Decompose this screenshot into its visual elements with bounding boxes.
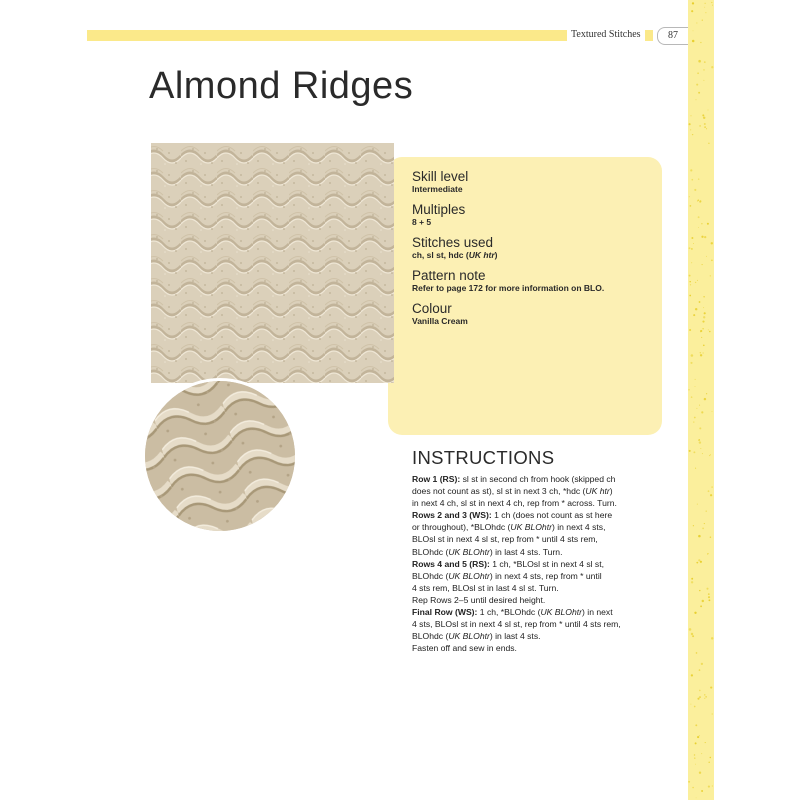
speckle-dot [701,790,703,792]
speckle-dot [699,201,701,203]
final-line-1 [412,606,674,618]
speckle-dot [698,535,701,538]
speckle-dot [689,275,691,277]
speckle-dot [704,7,705,8]
speckle-dot [697,736,699,738]
speckle-dot [700,605,702,607]
final-line-2: 4 sts, BLOsl st in next 4 sl st, rep from * until 4 sts rem, [412,619,621,630]
section-name: Textured Stitches [567,29,645,41]
row1-text-2a: does not count as st), sl st in next 3 ch, *hdc ( [412,486,586,497]
speckle-dot [711,242,713,244]
rows45-text-2b: ) in next 4 sts, rep from * until [489,570,602,581]
speckle-dot [689,295,691,297]
speckle-dot [701,411,703,413]
speckle-dot [704,123,706,125]
final-text-1a: 1 ch, *BLOhdc ( [477,607,541,618]
speckle-dot [710,454,711,455]
speckle-dot [697,698,699,700]
speckle-dot [695,468,696,469]
speckle-dot [712,411,713,412]
speckle-dot [705,12,706,13]
page-number: 87 [657,27,688,45]
speckle-dot [702,321,704,323]
speckle-dot [690,704,691,705]
speckle-dot [696,562,698,564]
speckle-dot [704,126,706,128]
speckle-dot [704,312,706,314]
speckle-dot [700,448,701,449]
speckle-dot [698,559,700,561]
speckle-dot [693,243,694,244]
speckle-dot [689,123,691,125]
instructions-body [412,473,674,654]
speckle-dot [695,308,697,310]
speckle-dot [695,724,697,726]
speckle-dot [695,764,696,765]
speckle-dot [691,581,693,583]
speckle-dot [703,344,705,346]
speckle-dot [695,282,696,283]
stitches-used-uk-term: UK htr [468,250,495,260]
final-uk-term-2: UK BLOhtr [448,631,490,642]
speckle-dot [704,698,705,699]
rows45-line-3: 4 sts rem, BLOsl st in last 4 sl st. Turn. [412,582,559,593]
pattern-note-label: Pattern note [412,268,486,283]
speckle-dot [709,455,710,456]
rows23-label: Rows 2 and 3 (WS): [412,510,492,521]
speckle-dot [705,696,706,697]
rows23-uk-term-1: UK BLOhtr [510,522,552,533]
speckle-dot [691,248,693,250]
speckle-dot [693,314,695,316]
speckle-dot [702,600,704,602]
speckle-dot [691,396,693,398]
speckle-dot [691,237,693,239]
speckle-dot [708,599,710,601]
speckle-dot [695,99,696,100]
speckle-dot [691,10,693,12]
closeup-texture [145,381,295,531]
speckle-dot [699,125,701,127]
speckle-dot [696,23,697,24]
colour-block [412,301,468,327]
speckle-dot [693,30,694,31]
final-text-3b: ) in last 4 sts. [489,631,541,642]
speckle-dot [693,421,694,422]
speckle-dot [696,797,697,798]
final-uk-term-1: UK BLOhtr [540,607,583,618]
rows45-text-2a: BLOhdc ( [412,570,449,581]
rows23-text-2a: or throughout), *BLOhdc ( [412,522,511,533]
row1-line-3: in next 4 ch, sl st in next 4 ch, rep from * across. Turn. [412,498,617,509]
speckle-dot [690,129,691,130]
rows45-text-1: 1 ch, *BLOsl st in next 4 sl st, [489,558,604,569]
speckle-dot [691,674,693,676]
speckle-dot [706,128,707,129]
page-edge-divider [686,0,688,800]
skill-level-label: Skill level [412,169,469,184]
stitches-used-text: ch, sl st, hdc ( [412,250,469,260]
skill-level-block [412,169,468,195]
speckle-dot [689,628,692,631]
speckle-dot [706,256,707,257]
speckle-dot [708,143,709,144]
stitches-used-block [412,235,498,261]
speckle-dot [694,612,696,614]
speckle-dot [708,553,709,554]
page-edge-strip [688,0,714,800]
speckle-dot [703,296,704,297]
speckle-dot [704,523,705,524]
speckle-dot [697,200,698,201]
speckle-dot [691,262,692,263]
speckle-dot [709,331,711,333]
rows45-label: Rows 4 and 5 (RS): [412,558,490,569]
speckle-dot [699,427,701,429]
final-text-1b: ) in next [582,607,613,618]
speckle-dot [693,451,695,453]
speckle-dot [699,405,700,406]
speckle-dot [712,785,713,786]
speckle-dot [710,757,711,758]
speckle-dot [698,216,700,218]
row1-line-2 [412,485,674,497]
speckle-dot [704,694,705,695]
colour-label: Colour [412,301,452,316]
speckle-dot [697,280,698,281]
speckle-dot [711,637,713,639]
speckle-dot [702,264,703,265]
stitch-closeup-photo [142,378,298,534]
rows23-text-1: 1 ch (does not count as st here [491,510,613,521]
speckle-dot [689,247,691,249]
fasten-off-line: Fasten off and sew in ends. [412,643,517,654]
speckle-dot [706,510,707,511]
speckle-dot [700,330,702,332]
speckle-dot [700,42,701,43]
speckle-dot [700,561,702,563]
speckle-dot [692,787,694,789]
speckle-dot [689,281,690,282]
speckle-dot [692,134,693,135]
speckle-dot [694,417,696,419]
speckle-dot [696,652,698,654]
speckle-dot [710,536,711,537]
speckle-dot [712,713,713,714]
speckle-dot [696,84,698,86]
speckle-dot [698,92,700,94]
multiples-value: 8 + 5 [412,217,432,227]
row1-label: Row 1 (RS): [412,474,461,484]
speckle-dot [702,114,704,116]
speckle-dot [703,80,704,81]
multiples-label: Multiples [412,202,466,217]
speckle-dot [701,753,702,754]
final-label: Final Row (WS): [412,607,478,618]
speckle-dot [689,196,690,197]
stitches-used-close: ) [494,250,498,260]
speckle-dot [691,354,694,357]
speckle-dot [690,362,692,364]
skill-level-value: Intermediate [412,184,463,194]
rows23-line-3: BLOsl st in next 4 sl st, rep from * until 4 sts rem, [412,534,598,545]
stitches-used-label: Stitches used [412,235,494,250]
speckle-dot [702,20,703,21]
speckle-dot [701,236,703,238]
rows23-line-2 [412,521,674,533]
speckle-dot [690,205,692,207]
speckle-dot [702,328,703,329]
page-title: Almond Ridges [149,65,414,107]
speckle-dot [691,633,693,635]
speckle-dot [710,687,712,689]
speckle-dot [691,179,693,181]
instructions-heading: INSTRUCTIONS [412,447,555,468]
rows23-line-4 [412,546,674,558]
speckle-dot [698,178,700,180]
rows45-line-1 [412,558,674,570]
speckle-dot [704,61,706,63]
pattern-note-block [412,268,604,294]
speckle-dot [688,781,690,783]
speckle-dot [694,754,695,755]
speckle-dot [703,316,705,318]
speckle-dot [694,706,696,708]
rows45-line-2 [412,570,674,582]
speckle-dot [705,3,706,4]
speckle-dot [694,757,695,758]
speckle-dot [710,494,712,496]
speckle-dot [689,329,691,331]
speckle-dot [712,5,713,6]
speckle-dot [700,354,702,356]
speckle-dot [705,742,706,743]
row1-uk-term: UK htr [585,486,610,497]
speckle-dot [693,525,694,526]
speckle-dot [699,439,700,440]
final-line-3 [412,630,674,642]
speckle-dot [698,60,701,63]
speckle-dot [702,528,704,530]
speckle-dot [697,504,698,505]
speckle-dot [708,329,709,330]
speckle-dot [703,307,704,308]
speckle-dot [691,578,693,580]
speckle-dot [699,735,700,736]
speckle-dot [708,490,710,492]
speckle-dot [692,2,694,4]
info-panel [388,157,662,435]
speckle-dot [706,588,708,590]
speckle-dot [699,590,700,591]
speckle-dot [706,393,707,394]
rows23-line-1 [412,509,674,521]
speckle-dot [711,66,713,68]
speckle-dot [689,450,691,452]
speckle-dot [690,284,691,285]
speckle-dot [710,275,711,276]
speckle-dot [708,786,710,788]
speckle-dot [699,669,701,671]
row1-line-1 [412,473,674,485]
speckle-dot [711,486,712,487]
row1-text-2b: ) [609,486,613,497]
speckle-dot [696,408,697,409]
stitches-used-value [412,250,498,261]
speckle-dot [704,398,706,400]
speckle-dot [699,696,701,698]
speckle-dot [690,115,691,116]
rows23-text-2b: ) in next 4 sts, [551,522,606,533]
speckle-dot [692,40,695,43]
speckle-dot [701,663,703,665]
speckle-dot [692,635,694,637]
swatch-texture [151,143,394,383]
speckle-dot [700,352,701,353]
speckle-dot [711,2,712,3]
speckle-dot [695,386,696,387]
multiples-block [412,202,465,228]
speckle-dot [702,453,703,454]
repeat-line: Rep Rows 2–5 until desired height. [412,594,546,605]
speckle-dot [697,72,699,74]
speckle-dot [703,69,705,71]
rows23-text-4b: ) in last 4 sts. Turn. [489,546,563,557]
speckle-dot [688,389,690,391]
speckle-dot [690,169,692,171]
speckle-dot [701,337,702,338]
rows45-uk-term: UK BLOhtr [448,570,490,581]
pattern-note-value: Refer to page 172 for more information on BLO. [412,283,605,293]
speckle-dot [699,301,701,303]
speckle-dot [704,236,706,238]
speckle-dot [708,593,710,595]
speckle-dot [694,189,696,191]
speckle-dot [699,772,701,774]
speckle-dot [703,117,705,119]
speckle-dot [698,227,699,228]
speckle-dot [707,109,708,110]
speckle-dot [703,353,704,354]
speckle-dot [711,260,713,262]
speckle-dot [708,761,710,763]
speckle-dot [695,742,697,744]
speckle-dot [708,596,710,598]
speckle-dot [701,223,702,224]
speckle-dot [699,690,701,692]
colour-value: Vanilla Cream [412,316,468,326]
rows23-text-4a: BLOhdc ( [412,546,449,557]
final-text-3a: BLOhdc ( [412,631,449,642]
rows23-uk-term-2: UK BLOhtr [448,546,490,557]
row1-text-1: sl st in second ch from hook (skipped ch [460,474,616,484]
speckle-dot [695,379,696,380]
stitch-swatch-photo [151,143,394,383]
speckle-dot [707,223,709,225]
speckle-texture [688,0,714,800]
speckle-dot [699,441,701,443]
